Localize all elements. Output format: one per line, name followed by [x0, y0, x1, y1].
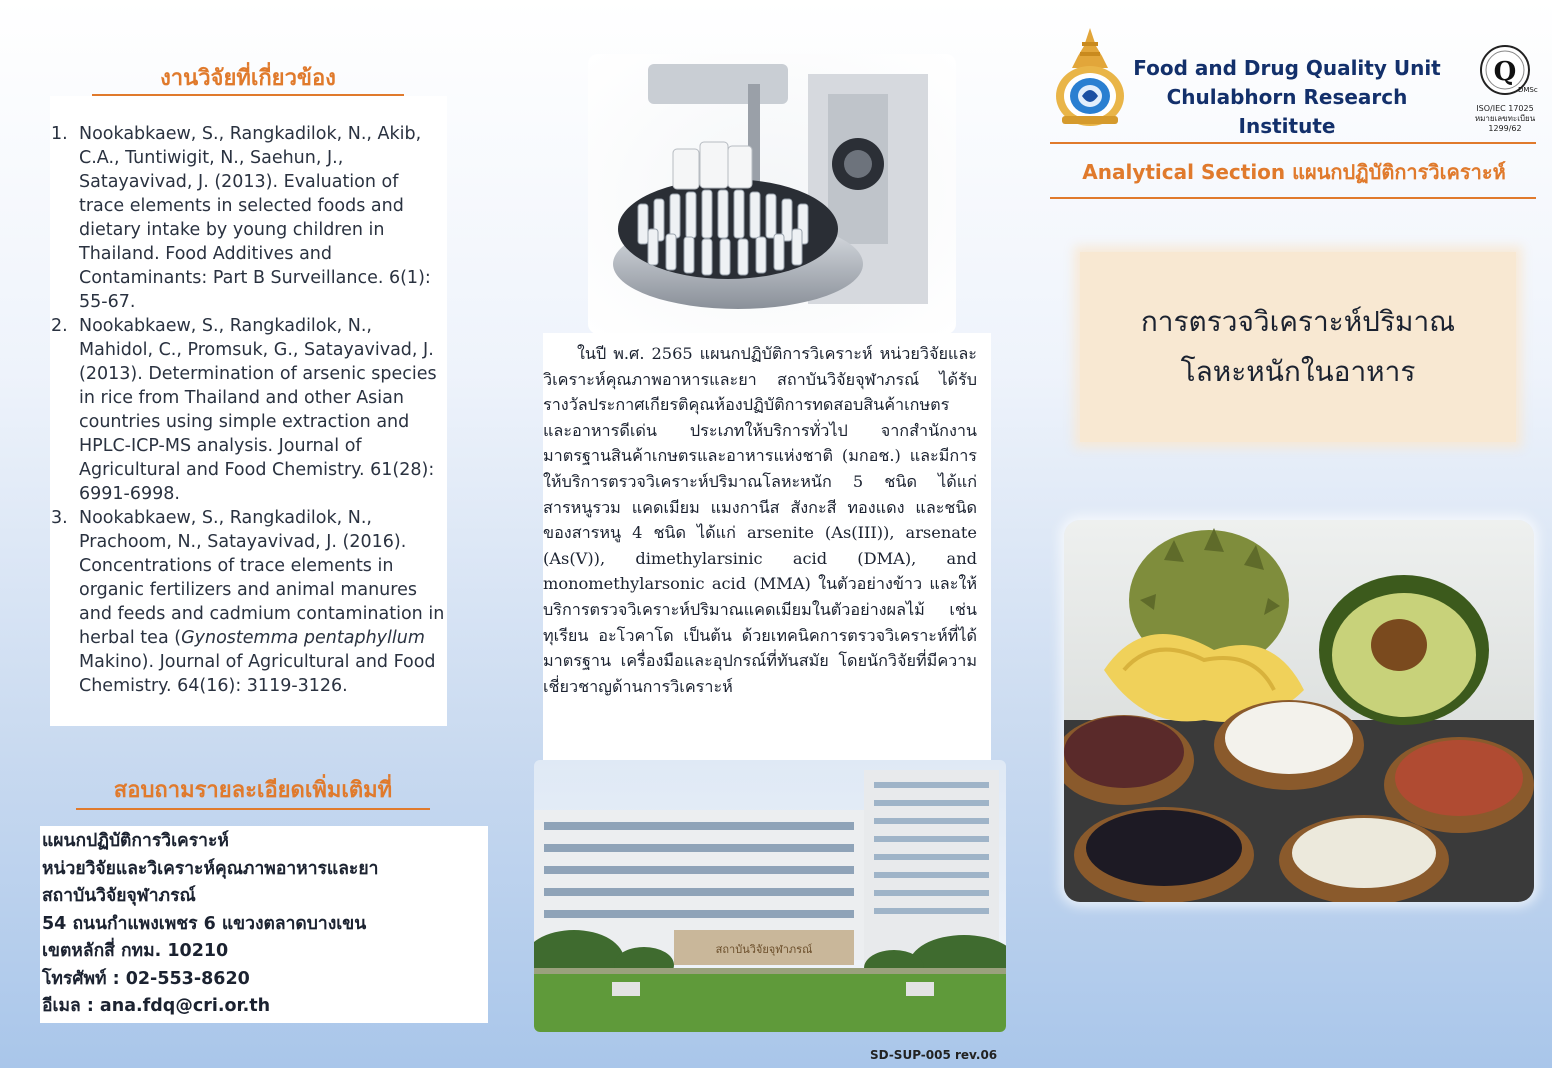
reference-text	[79, 506, 445, 698]
reference-number: 3.	[51, 508, 68, 528]
reference-text-part: Nookabkaew, S., Rangkadilok, N., Prachoom, N., Satayavivad, J. (2016). Concentrations of trace elements in organic fertilizers and animal manures and feeds and cadmium contamination in herbal tea (	[79, 508, 445, 648]
main-title-line1: การตรวจวิเคราะห์ปริมาณ	[1140, 305, 1456, 338]
iso-standard: ISO/IEC 17025	[1476, 104, 1534, 113]
dmsc-accreditation-logo	[1458, 44, 1552, 133]
durian-avocado-rice-photo	[1064, 520, 1534, 902]
unit-name-line2: Chulabhorn Research Institute	[1166, 85, 1408, 138]
reference-item	[50, 506, 445, 698]
reference-item	[50, 314, 445, 506]
reference-number: 2.	[51, 316, 68, 336]
main-title-box	[1080, 252, 1516, 442]
contact-department: แผนกปฏิบัติการวิเคราะห์	[42, 831, 229, 851]
registration-number: หมายเลขทะเบียน 1299/62	[1474, 114, 1536, 133]
contact-institute: สถาบันวิจัยจุฬาภรณ์	[42, 886, 196, 906]
building-sign-text: สถาบันวิจัยจุฬาภรณ์	[715, 943, 813, 956]
reference-item	[50, 122, 445, 314]
unit-name-line1: Food and Drug Quality Unit	[1133, 56, 1441, 80]
research-heading: งานวิจัยที่เกี่ยวข้อง	[160, 66, 336, 91]
references-list	[50, 122, 445, 698]
dmsc-q-letter: Q	[1493, 57, 1517, 87]
reference-number: 1.	[51, 124, 68, 144]
contact-box	[40, 826, 488, 1023]
document-code: SD-SUP-005 rev.06	[870, 1048, 998, 1062]
info-text-box	[543, 333, 991, 761]
unit-name	[1132, 54, 1442, 141]
lab-autosampler-photo	[588, 54, 956, 334]
contact-address-line1: 54 ถนนกำแพงเพชร 6 แขวงตลาดบางเขน	[42, 913, 367, 934]
info-paragraph: ในปี พ.ศ. 2565 แผนกปฏิบัติการวิเคราะห์ หน่วยวิจัยและวิเคราะห์คุณภาพอาหารและยา สถาบันวิจัยจุฬาภรณ์ ได้รับรางวัลประกาศเกียรติคุณห้องปฏิบัติการทดสอบสินค้าเกษตรและอาหารดีเด่น ประเภทให้บริการทั่วไป จากสำนักงานมาตรฐานสินค้าเกษตรและอาหารแห่งชาติ (มกอช.) และมีการให้บริการตรวจวิเคราะห์ปริมาณโลหะหนัก 5 ชนิด ได้แก่ สารหนูรวม แคดเมียม แมงกานีส สังกะสี ทองแดง และชนิดของสารหนู 4 ชนิด ได้แก่ arsenite (As(III)), arsenate (As(V)), dimethylarsinic acid (DMA), and monomethylarsonic acid (MMA) ในตัวอย่างข้าว และให้บริการตรวจวิเคราะห์ปริมาณแคดเมียมในตัวอย่างผลไม้ เช่น ทุเรียน อะโวคาโด เป็นต้น ด้วยเทคนิคการตรวจวิเคราะห์ที่ได้มาตรฐาน เครื่องมือและอุปกรณ์ที่ทันสมัย โดยนักวิจัยที่มีความเชี่ยวชาญด้านการวิเคราะห์	[543, 344, 977, 696]
reference-text-part: Makino). Journal of Agricultural and Food Chemistry. 64(16): 3119-3126.	[79, 652, 436, 696]
institute-building-photo	[534, 760, 1006, 1032]
institute-seal-logo	[1052, 28, 1128, 128]
section-rule-bottom	[1050, 197, 1536, 199]
contact-address-line2: เขตหลักสี่ กทม. 10210	[42, 941, 229, 961]
reference-text: Nookabkaew, S., Rangkadilok, N., Akib, C.A., Tuntiwigit, N., Saehun, J., Satayavivad, J. (2013). Evaluation of trace elements in selected foods and dietary intake by young children in Thailand. Food Additives and Contaminants: Part B Surveillance. 6(1): 55-67.	[79, 124, 431, 312]
reference-text: Nookabkaew, S., Rangkadilok, N., Mahidol, C., Promsuk, G., Satayavivad, J. (2013). Determination of arsenic species in rice from Thailand and other Asian countries using simple extraction and HPLC-ICP-MS analysis. Journal of Agricultural and Food Chemistry. 61(28): 6991-6998.	[79, 316, 437, 504]
contact-heading-underline	[76, 808, 430, 810]
main-title-line2: โลหะหนักในอาหาร	[1180, 355, 1416, 388]
section-rule-top	[1050, 142, 1536, 144]
dmsc-small-text: DMSc	[1518, 86, 1538, 94]
species-name-italic: Gynostemma pentaphyllum	[181, 628, 425, 648]
contact-phone[interactable]: โทรศัพท์ : 02-553-8620	[42, 968, 250, 989]
contact-heading: สอบถามรายละเอียดเพิ่มเติมที่	[113, 778, 393, 803]
contact-unit: หน่วยวิจัยและวิเคราะห์คุณภาพอาหารและยา	[42, 858, 379, 879]
references-box	[50, 96, 447, 726]
contact-email[interactable]: อีเมล : ana.fdq@cri.or.th	[42, 996, 271, 1016]
section-title: Analytical Section แผนกปฏิบัติการวิเคราะห์	[1082, 160, 1506, 184]
